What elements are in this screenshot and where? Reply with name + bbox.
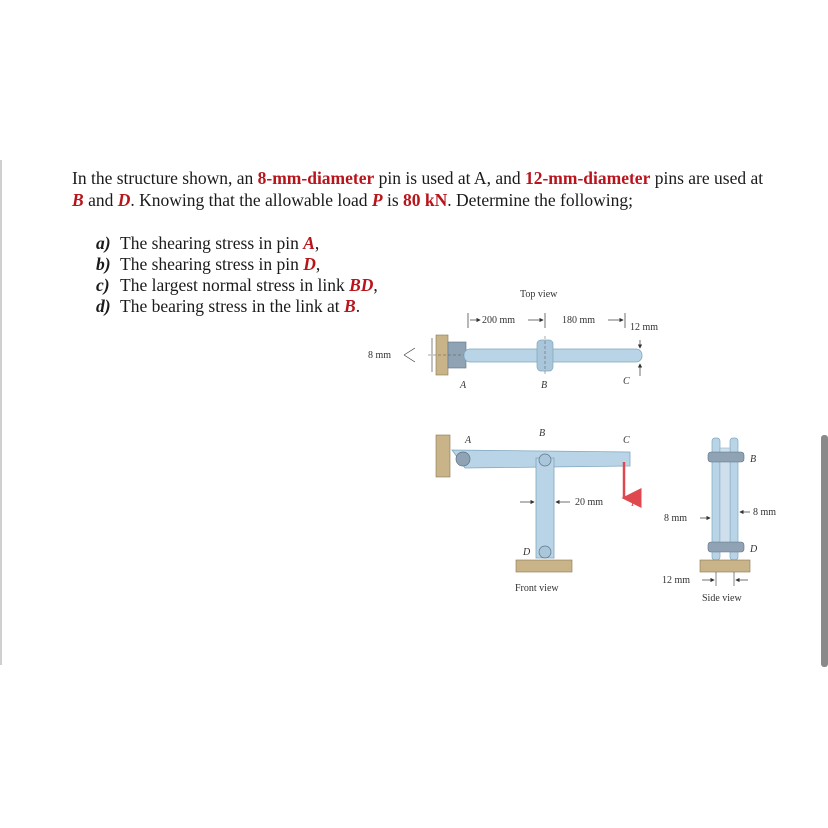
- front-view-title: Front view: [515, 583, 559, 594]
- dim-link: 20 mm: [575, 497, 604, 508]
- intro-text-3: pins are used at: [650, 168, 764, 188]
- side-view: [662, 438, 776, 604]
- side-pin-d: [708, 542, 744, 552]
- side-view-title: Side view: [702, 593, 742, 604]
- top-label-a: A: [460, 380, 467, 391]
- dim-pin: 8 mm: [368, 350, 392, 361]
- pin-d-label: D: [117, 190, 131, 210]
- pin-a-size: 8-mm-diameter: [257, 168, 375, 188]
- load-symbol: P: [371, 190, 383, 210]
- question-item: a) The shearing stress in pin A,: [96, 233, 320, 253]
- pin-b-label: B: [72, 190, 84, 210]
- intro-and: and: [83, 190, 118, 210]
- front-label-p: P: [631, 498, 638, 509]
- side-support: [700, 560, 750, 572]
- front-pin-a: [456, 452, 470, 466]
- question-item: c) The largest normal stress in link BD,: [96, 275, 378, 295]
- top-view-title: Top view: [520, 289, 558, 300]
- dim-width: 12 mm: [630, 322, 659, 333]
- front-label-a: A: [465, 435, 472, 446]
- front-link-bd: [536, 458, 554, 558]
- intro-is: is: [382, 190, 404, 210]
- question-list: [96, 233, 378, 317]
- top-support: [436, 335, 448, 375]
- top-label-c: C: [623, 376, 630, 387]
- side-pin-b: [708, 452, 744, 462]
- load-value: 80 kN: [403, 190, 448, 210]
- front-support-a: [436, 435, 450, 477]
- side-dim-bottom: 12 mm: [662, 575, 691, 586]
- side-label-d: D: [750, 544, 758, 555]
- dim-ab: 200 mm: [482, 315, 516, 326]
- question-item: b) The shearing stress in pin D,: [96, 254, 321, 274]
- front-label-d: D: [523, 547, 531, 558]
- side-label-b: B: [750, 454, 757, 465]
- side-dim-right: 8 mm: [753, 507, 777, 518]
- structure-figure: [340, 280, 810, 610]
- intro-text-4: . Knowing that the allowable load: [130, 190, 372, 210]
- front-pin-d: [539, 546, 551, 558]
- side-dim-left: 8 mm: [664, 513, 688, 524]
- front-pin-b: [539, 454, 551, 466]
- dim-bc: 180 mm: [562, 315, 596, 326]
- intro-text-1: In the structure shown, an: [72, 168, 258, 188]
- question-item: d) The bearing stress in the link at B.: [96, 296, 361, 316]
- pin-bd-size: 12-mm-diameter: [524, 168, 651, 188]
- top-view: [368, 289, 658, 391]
- front-view: [436, 428, 637, 594]
- front-label-b: B: [539, 428, 546, 439]
- problem-statement: [72, 167, 772, 211]
- front-label-c: C: [623, 435, 630, 446]
- intro-text-5: . Determine the following;: [447, 190, 633, 210]
- front-support-d: [516, 560, 572, 572]
- top-label-b: B: [541, 380, 548, 391]
- scrollbar[interactable]: [821, 435, 828, 667]
- intro-text-2: pin is used at A, and: [374, 168, 525, 188]
